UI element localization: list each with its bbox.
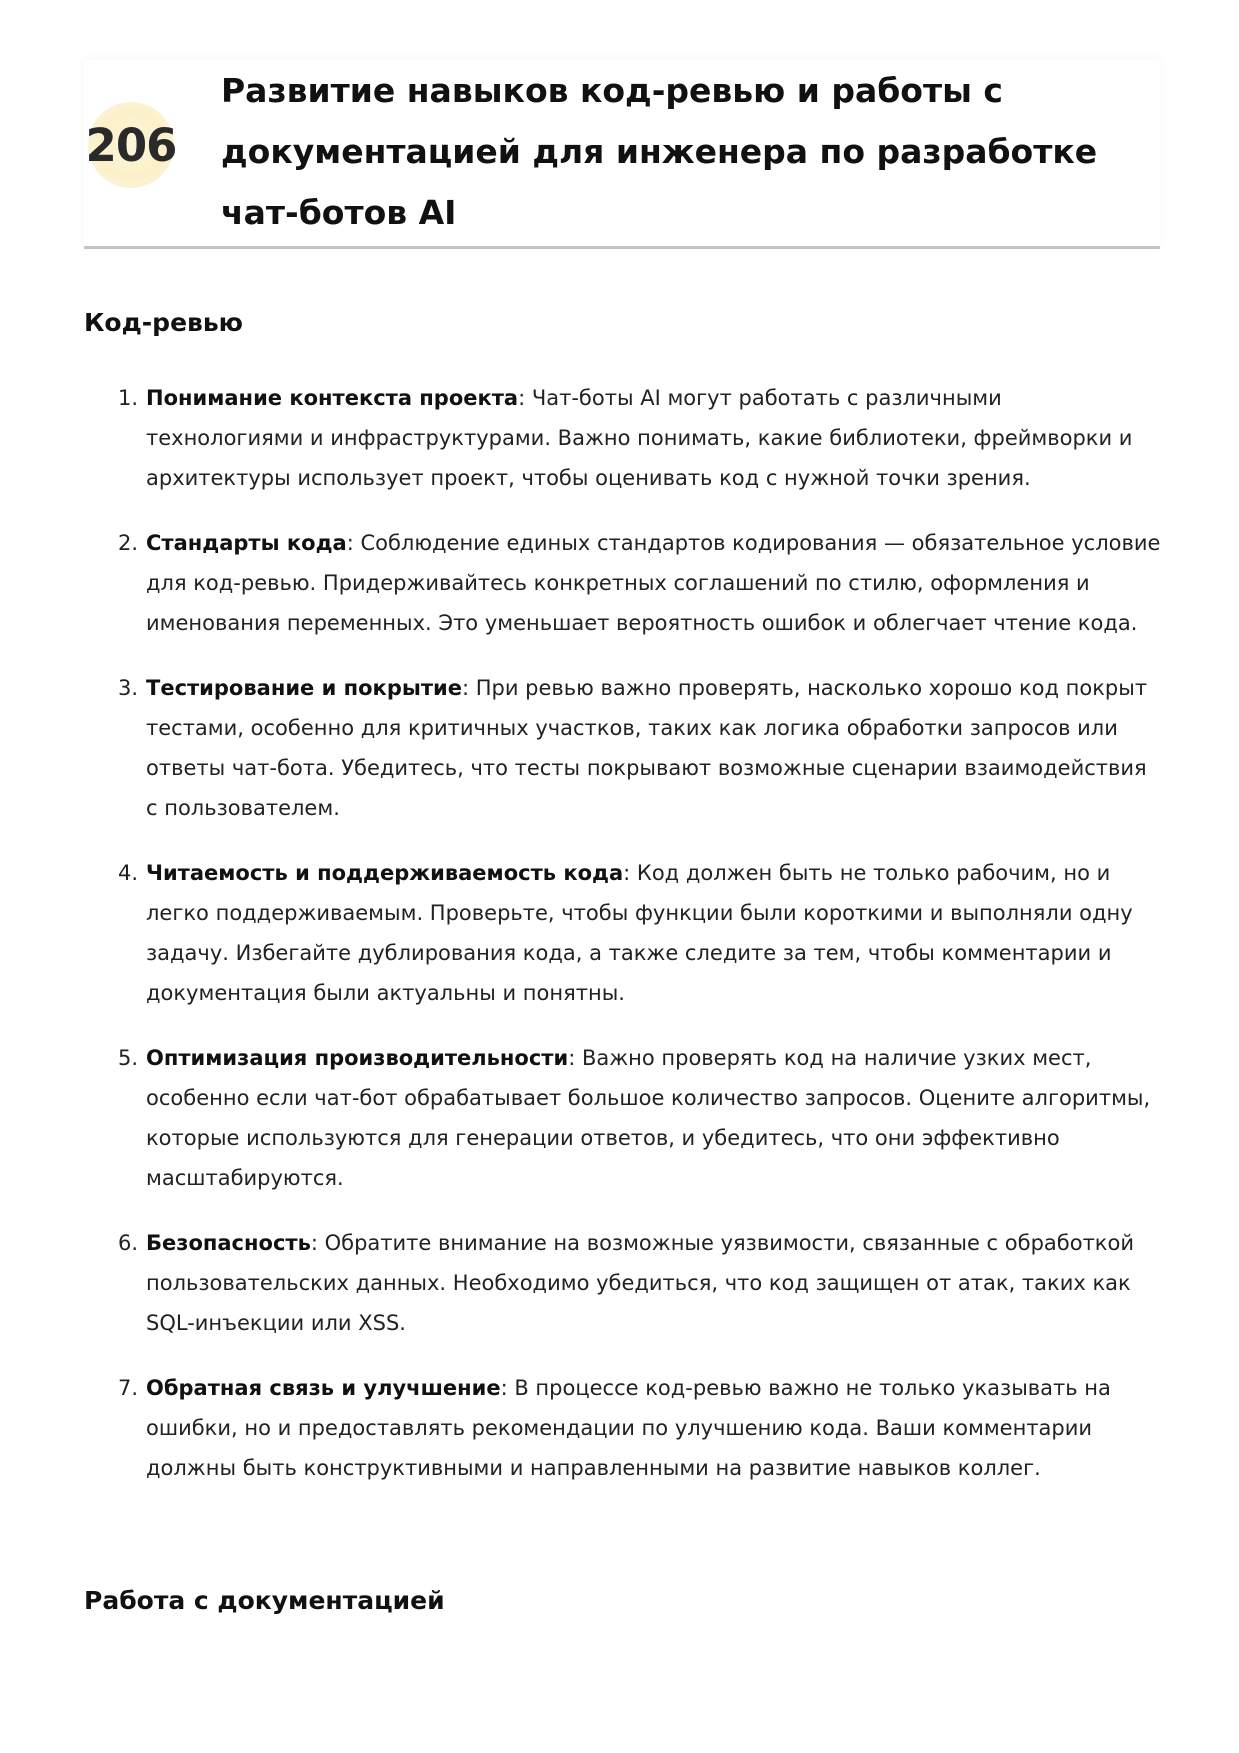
- chapter-number-badge: 206: [88, 102, 174, 188]
- list-item-text: : В процессе код-ревью важно не только указывать на ошибки, но и предоставлять рекомендации по улучшению кода. Ваши комментарии должны быть конструктивными и направленными на развитие навыков коллег.: [146, 1376, 1111, 1480]
- list-item: [84, 668, 1164, 828]
- list-item-term: Безопасность: [146, 1231, 311, 1255]
- list-item-term: Тестирование и покрытие: [146, 676, 462, 700]
- list-item-term: Читаемость и поддерживаемость кода: [146, 861, 624, 885]
- document-page: [84, 0, 1161, 1615]
- list-item: [84, 378, 1164, 498]
- list-item: [84, 1368, 1164, 1488]
- chapter-title: Развитие навыков код-ревью и работы с документацией для инженера по разработке чат-ботов AI: [221, 71, 1098, 232]
- list-item-text: : Важно проверять код на наличие узких мест, особенно если чат-бот обрабатывает большое количество запросов. Оцените алгоритмы, которые используются для генерации ответов, и убедитесь, что они эффективно масштабируются.: [146, 1046, 1151, 1190]
- list-item-term: Оптимизация производительности: [146, 1046, 569, 1070]
- list-item-number: 5.: [118, 1046, 139, 1070]
- list-item-term: Понимание контекста проекта: [146, 386, 519, 410]
- section-heading-code-review: Код-ревью: [84, 308, 243, 337]
- code-review-list: [84, 378, 1164, 1513]
- section-heading-documentation: Работа с документацией: [84, 1586, 445, 1615]
- list-item-number: 3.: [118, 676, 139, 700]
- list-item-text: : Обратите внимание на возможные уязвимости, связанные с обработкой пользовательских данных. Необходимо убедиться, что код защищен от атак, таких как SQL-инъекции или XSS.: [146, 1231, 1134, 1335]
- list-item-term: Стандарты кода: [146, 531, 347, 555]
- list-item-term: Обратная связь и улучшение: [146, 1376, 501, 1400]
- list-item-number: 4.: [118, 861, 139, 885]
- list-item: [84, 523, 1164, 643]
- list-item-number: 7.: [118, 1376, 139, 1400]
- list-item-number: 1.: [118, 386, 139, 410]
- chapter-header: [84, 60, 1160, 249]
- list-item-text: : При ревью важно проверять, насколько хорошо код покрыт тестами, особенно для критичных участков, таких как логика обработки запросов или ответы чат-бота. Убедитесь, что тесты покрывают возможные сценарии взаимодействия с пользователем.: [146, 676, 1148, 820]
- list-item-number: 2.: [118, 531, 139, 555]
- list-item-text: : Чат-боты AI могут работать с различными технологиями и инфраструктурами. Важно понимать, какие библиотеки, фреймворки и архитектуры использует проект, чтобы оценивать код с нужной точки зрения.: [146, 386, 1133, 490]
- list-item-number: 6.: [118, 1231, 139, 1255]
- list-item-text: : Код должен быть не только рабочим, но и легко поддерживаемым. Проверьте, чтобы функции были короткими и выполняли одну задачу. Избегайте дублирования кода, а также следите за тем, чтобы комментарии и документация были актуальны и понятны.: [146, 861, 1133, 1005]
- list-item: [84, 1038, 1164, 1198]
- list-item: [84, 1223, 1164, 1343]
- list-item: [84, 853, 1164, 1013]
- list-item-text: : Соблюдение единых стандартов кодирования — обязательное условие для код-ревью. Придерживайтесь конкретных соглашений по стилю, оформления и именования переменных. Это уменьшает вероятность ошибок и облегчает чтение кода.: [146, 531, 1161, 635]
